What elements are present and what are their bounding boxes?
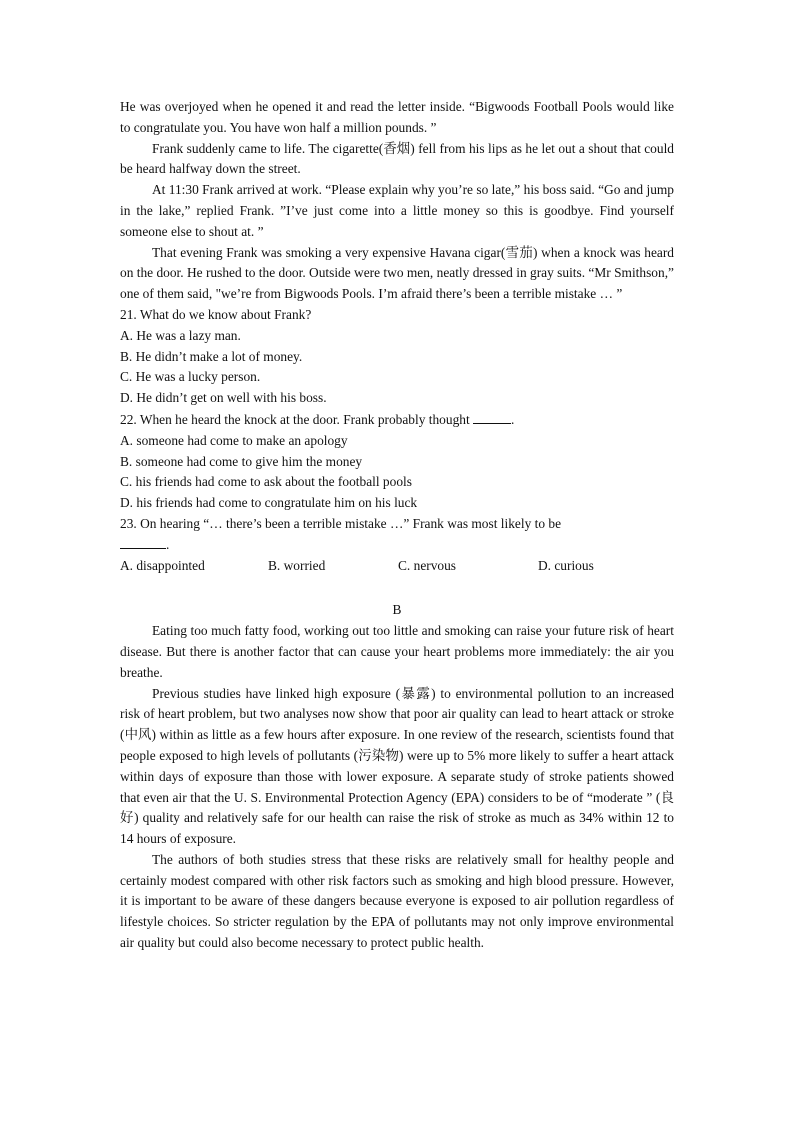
question-22-stem-line: [120, 409, 674, 431]
question-23-blank-line: [120, 535, 674, 556]
question-21-option-a: A. He was a lazy man.: [120, 327, 241, 343]
question-23-option-b: B. worried: [268, 557, 326, 573]
question-23-option-d: D. curious: [538, 557, 594, 573]
passage-a-paragraph-3: At 11:30 Frank arrived at work. “Please explain why you’re so late,” his boss said. “Go and jump in the lake,” replied Frank. ”I’ve just come into a little money so this is goodbye. Find yourself someone else to shout at. ”: [120, 182, 674, 239]
passage-b-paragraph-2: Previous studies have linked high exposure (暴露) to environmental pollution to an increased risk of heart problem, but two analyses now show that poor air quality can lead to heart attack or stroke (中风) within as little as a few hours after exposure. In one review of the research, scientists found that people exposed to high levels of pollutants (污染物) were up to 5% more likely to suffer a heart attack within days of exposure than those with lower exposure. A separate study of stroke patients showed that even air that the U. S. Environmental Protection Agency (EPA) considers to be of “moderate ” (良好) quality and relatively safe for our health can raise the risk of stroke as much as 34% within 12 to 14 hours of exposure.: [120, 685, 674, 847]
question-23-options: [120, 556, 674, 577]
question-23-option-c: C. nervous: [398, 557, 457, 573]
question-21-stem: 21. What do we know about Frank?: [120, 306, 312, 322]
question-23-stem-end: .: [166, 536, 170, 552]
question-22-option-d: D. his friends had come to congratulate him on his luck: [120, 495, 418, 511]
passage-b-paragraph-3: The authors of both studies stress that these risks are relatively small for healthy people and certainly modest compared with other risk factors such as smoking and high blood pressure. However, it is important to be aware of these dangers because everyone is exposed to air pollution regardless of lifestyle choices. So stricter regulation by the EPA of pollutants may not only improve environmental air quality but could also become necessary to protect public health.: [120, 851, 674, 951]
question-22-option-c: C. his friends had come to ask about the football pools: [120, 474, 412, 490]
question-23-stem: 23. On hearing “… there’s been a terrible mistake …” Frank was most likely to be: [120, 515, 562, 531]
question-23-option-a: A. disappointed: [120, 557, 205, 573]
passage-b-heading: B: [392, 602, 402, 618]
question-21-option-c: C. He was a lucky person.: [120, 369, 261, 385]
question-22-option-a: A. someone had come to make an apology: [120, 432, 348, 448]
passage-a-paragraph-4: That evening Frank was smoking a very expensive Havana cigar(雪茄) when a knock was heard on the door. He rushed to the door. Outside were two men, neatly dressed in gray suits. “Mr Smithson,” one of them said, "we’re from Bigwoods Pools. I’m afraid there’s been a terrible mistake … ”: [120, 244, 674, 302]
passage-b-paragraph-1: Eating too much fatty food, working out too little and smoking can raise your future risk of heart disease. But there is another factor that can cause your heart problems more immediately: the air you breathe.: [120, 623, 674, 680]
document-page: [120, 97, 674, 954]
question-22-stem: 22. When he heard the knock at the door. Frank probably thought: [120, 411, 470, 427]
passage-a-paragraph-2: Frank suddenly came to life. The cigarette(香烟) fell from his lips as he let out a shout that could be heard halfway down the street.: [120, 140, 674, 177]
question-22-stem-end: .: [511, 411, 515, 427]
question-22-option-b: B. someone had come to give him the money: [120, 453, 363, 469]
answer-blank: [473, 409, 511, 424]
question-21-option-b: B. He didn’t make a lot of money.: [120, 348, 303, 364]
answer-blank: [120, 536, 166, 549]
passage-a-paragraph-1: He was overjoyed when he opened it and read the letter inside. “Bigwoods Football Pools would like to congratulate you. You have won half a million pounds. ”: [120, 99, 674, 135]
question-21-option-d: D. He didn’t get on well with his boss.: [120, 390, 327, 406]
